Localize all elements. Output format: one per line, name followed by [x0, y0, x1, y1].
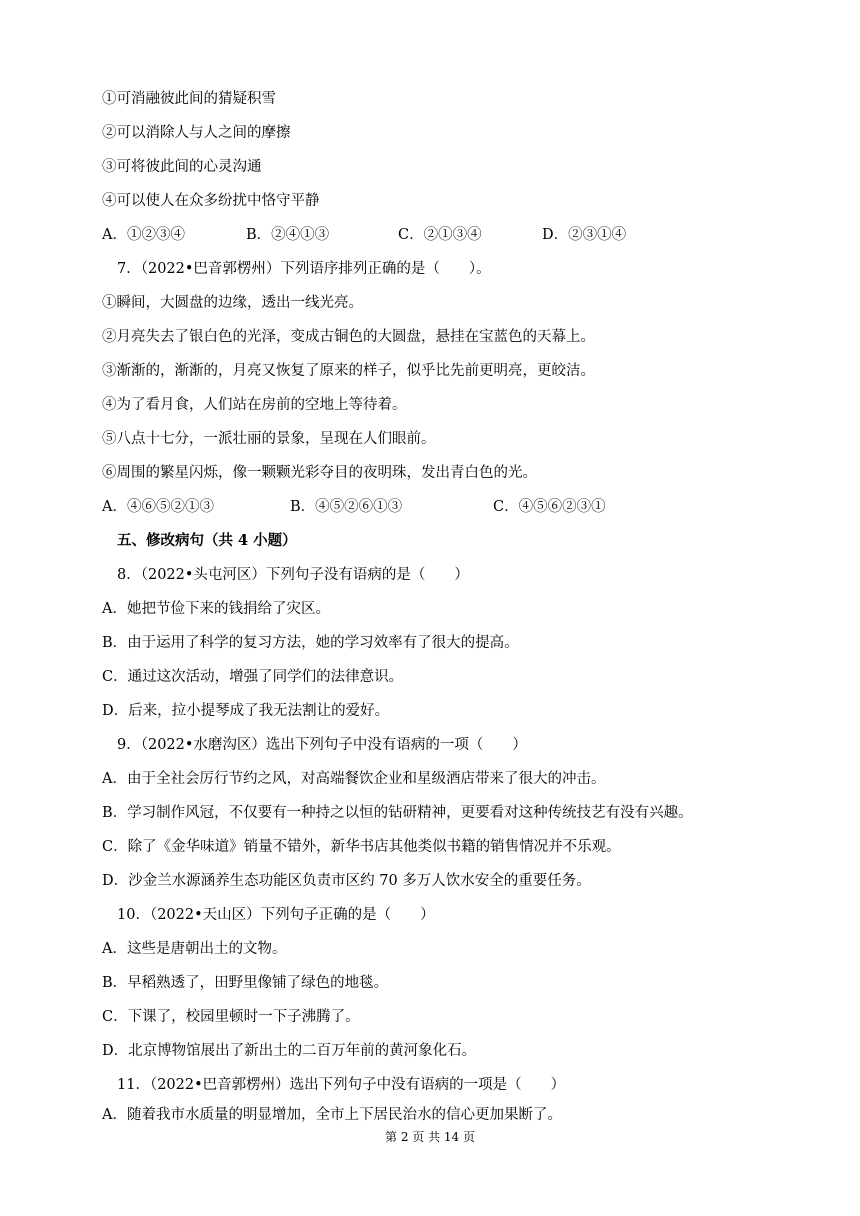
q6-option-a: A．①②③④	[102, 227, 185, 243]
q6-item-3: ③可将彼此间的心灵沟通	[102, 159, 262, 175]
q7-item-3: ③渐渐的，渐渐的，月亮又恢复了原来的样子，似乎比先前更明亮，更皎洁。	[102, 363, 595, 379]
q7-item-1: ①瞬间，大圆盘的边缘，透出一线光亮。	[102, 295, 363, 311]
page-footer: 第 2 页 共 14 页	[385, 1130, 475, 1144]
q6-option-c: C．②①③④	[398, 227, 482, 243]
q7-option-c: C．④⑤⑥②③①	[493, 499, 606, 515]
q11-option-a: A．随着我市水质量的明显增加，全市上下居民治水的信心更加果断了。	[102, 1107, 562, 1123]
q6-option-b: B．②④①③	[246, 227, 330, 243]
q7-option-a: A．④⑥⑤②①③	[102, 499, 214, 515]
q11-stem: 11．（2022•巴音郭楞州）选出下列句子中没有语病的一项是（ ）	[117, 1077, 566, 1093]
q9-option-c: C．除了《金华味道》销量不错外，新华书店其他类似书籍的销售情况并不乐观。	[102, 839, 621, 855]
q7-option-b: B．④⑤②⑥①③	[290, 499, 403, 515]
q8-option-c: C．通过这次活动，增强了同学们的法律意识。	[102, 669, 404, 685]
q7-options-row	[102, 497, 662, 517]
q6-item-1: ①可消融彼此间的猜疑积雪	[102, 91, 276, 107]
q9-option-d: D．沙金兰水源涵养生态功能区负责市区约 70 多万人饮水安全的重要任务。	[102, 873, 591, 889]
q6-options-row	[102, 225, 702, 245]
q9-stem: 9．（2022•水磨沟区）选出下列句子中没有语病的一项（ ）	[117, 737, 527, 753]
q7-item-2: ②月亮失去了银白色的光泽，变成古铜色的大圆盘，悬挂在宝蓝色的天幕上。	[102, 329, 595, 345]
q10-option-d: D．北京博物馆展出了新出土的二百万年前的黄河象化石。	[102, 1043, 477, 1059]
q10-stem: 10．（2022•天山区）下列句子正确的是（ ）	[117, 907, 435, 923]
q8-option-a: A．她把节俭下来的钱捐给了灾区。	[102, 601, 330, 617]
q9-option-a: A．由于全社会厉行节约之风，对高端餐饮企业和星级酒店带来了很大的冲击。	[102, 771, 606, 787]
q7-item-4: ④为了看月食，人们站在房前的空地上等待着。	[102, 397, 407, 413]
q8-stem: 8．（2022•头屯河区）下列句子没有语病的是（ ）	[117, 567, 469, 583]
q6-option-d: D．②③①④	[542, 227, 627, 243]
section-heading: 五、修改病句（共 4 小题）	[117, 532, 297, 549]
q7-item-5: ⑤八点十七分，一派壮丽的景象，呈现在人们眼前。	[102, 431, 436, 447]
q10-option-c: C．下课了，校园里顿时一下子沸腾了。	[102, 1009, 360, 1025]
q7-item-6: ⑥周围的繁星闪烁，像一颗颗光彩夺目的夜明珠，发出青白色的光。	[102, 465, 537, 481]
q8-option-d: D．后来，拉小提琴成了我无法割让的爱好。	[102, 703, 390, 719]
q10-option-b: B．早稻熟透了，田野里像铺了绿色的地毯。	[102, 975, 389, 991]
q8-option-b: B．由于运用了科学的复习方法，她的学习效率有了很大的提高。	[102, 635, 519, 651]
q6-item-4: ④可以使人在众多纷扰中恪守平静	[102, 193, 320, 209]
q7-stem: 7．（2022•巴音郭楞州）下列语序排列正确的是（ ）。	[117, 261, 491, 277]
q9-option-b: B．学习制作风冠，不仅要有一种持之以恒的钻研精神，更要看对这种传统技艺有没有兴趣。	[102, 805, 693, 821]
q10-option-a: A．这些是唐朝出土的文物。	[102, 941, 287, 957]
q6-item-2: ②可以消除人与人之间的摩擦	[102, 125, 291, 141]
